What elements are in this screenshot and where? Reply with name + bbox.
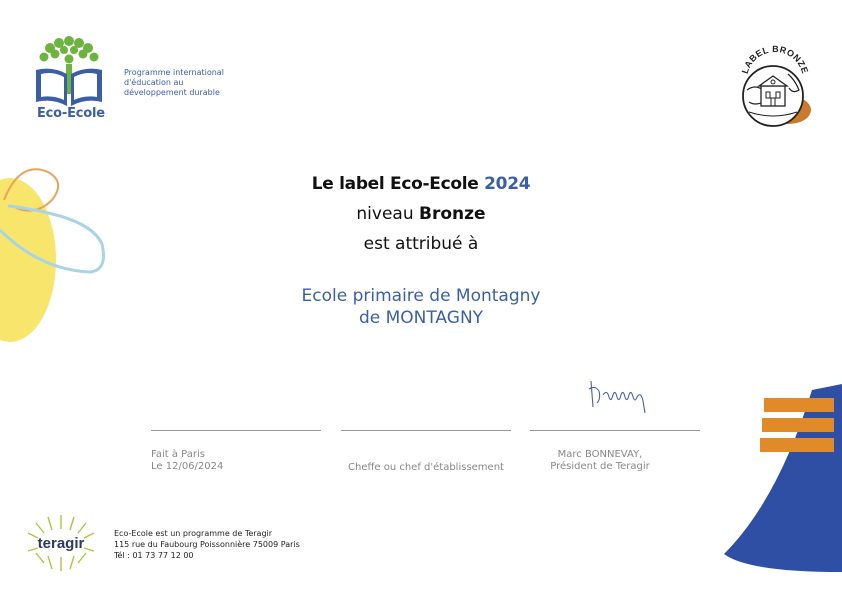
footer-line-3: Tél : 01 73 77 12 00 bbox=[114, 551, 194, 560]
signature-line-head bbox=[341, 430, 511, 431]
school-block bbox=[0, 285, 842, 329]
level-name: Bronze bbox=[419, 204, 486, 224]
svg-text:teragir: teragir bbox=[37, 535, 85, 552]
decorative-shapes-right bbox=[718, 380, 842, 572]
certificate-year: 2024 bbox=[484, 174, 531, 194]
footer-info bbox=[114, 528, 300, 561]
label-bronze-badge-icon bbox=[733, 40, 817, 128]
teragir-logo-icon bbox=[18, 513, 104, 573]
school-name: Ecole primaire de Montagny bbox=[301, 286, 541, 306]
footer-line-2: 115 rue du Faubourg Poissonnière 75009 Paris bbox=[114, 540, 300, 549]
certificate-level: niveau Bronze bbox=[356, 204, 486, 224]
president-signature-icon bbox=[585, 375, 651, 417]
programme-tagline: Programme international d'éducation au développement durable bbox=[124, 68, 224, 97]
head-of-school-label: Cheffe ou chef d'établissement bbox=[348, 462, 504, 473]
svg-text:LABEL BRONZE: LABEL BRONZE bbox=[739, 43, 811, 75]
footer-line-1: Eco-Ecole est un programme de Teragir bbox=[114, 529, 273, 538]
eco-ecole-logo-text: Eco-Ecole bbox=[37, 106, 105, 121]
president-label: Marc BONNEVAY, Président de Teragir bbox=[550, 449, 650, 472]
signature-line-date bbox=[151, 430, 321, 431]
place-date: Fait à Paris Le 12/06/2024 bbox=[151, 449, 224, 472]
certificate-title: Le label Eco-Ecole 2024 bbox=[311, 174, 531, 194]
school-city: de MONTAGNY bbox=[358, 308, 484, 328]
awarded-to-text: est attribué à bbox=[363, 234, 479, 254]
signature-line-president bbox=[530, 430, 700, 431]
